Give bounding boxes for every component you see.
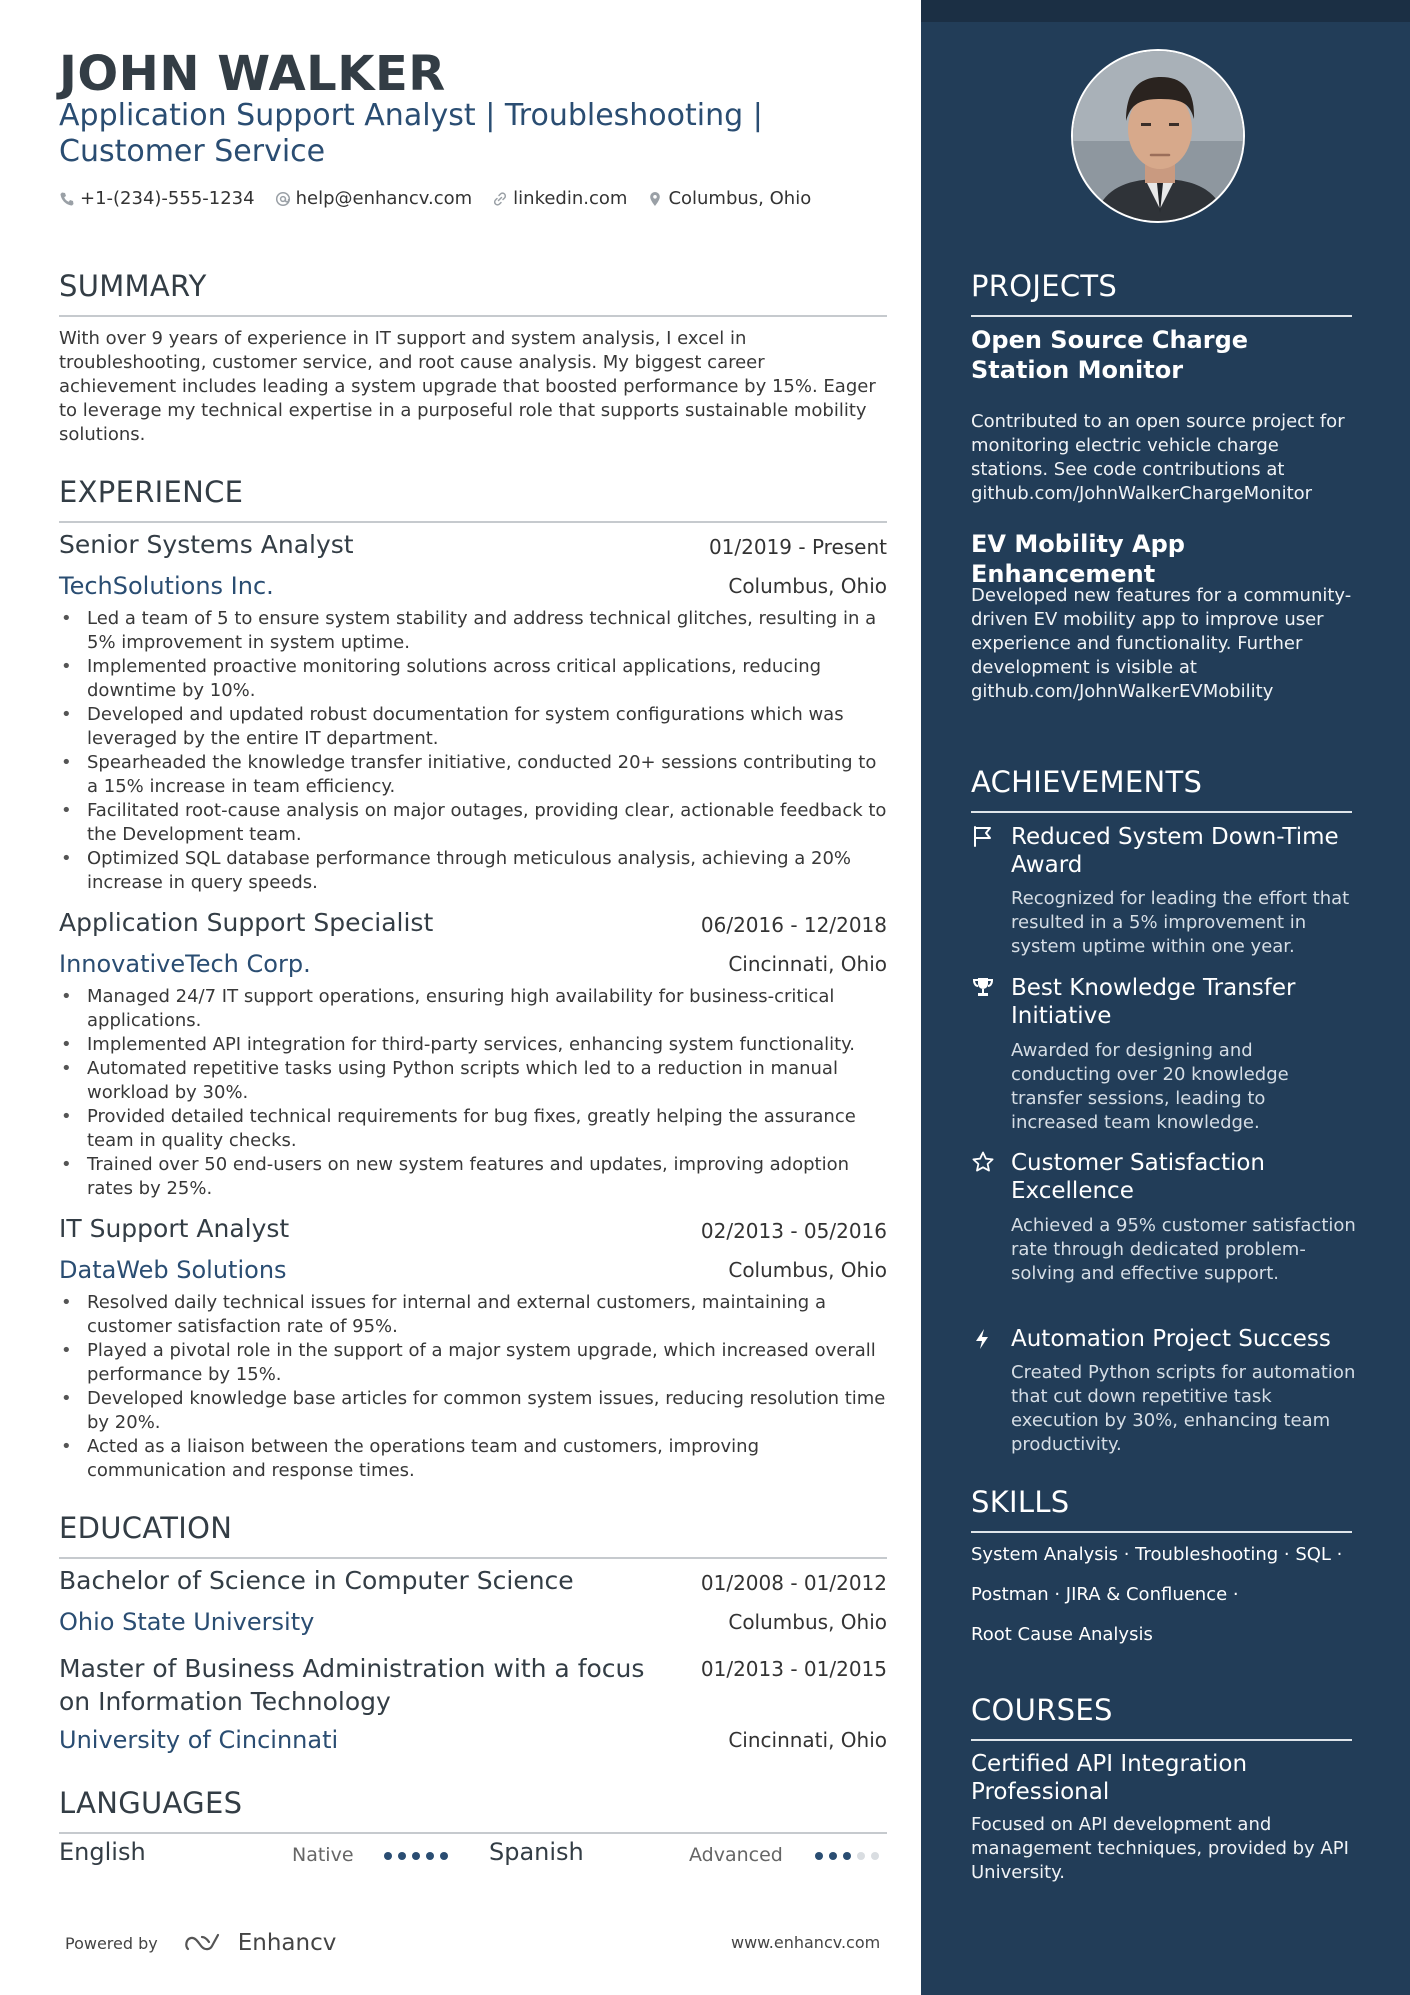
company-name: TechSolutions Inc. — [59, 572, 274, 600]
experience-heading: EXPERIENCE — [59, 475, 244, 509]
star-icon — [971, 1150, 995, 1174]
achievement-description: Created Python scripts for automation that cut down repetitive task execution by 30%, enhancing team productivity. — [1011, 1362, 1356, 1455]
location-pin-icon — [647, 191, 663, 207]
powered-by-label: Powered by — [65, 1933, 158, 1953]
contact-linkedin[interactable] — [492, 188, 627, 209]
brand-name: Enhancv — [237, 1930, 337, 1956]
section-divider — [971, 315, 1352, 317]
job-location: Cincinnati, Ohio — [728, 952, 887, 976]
achievement-title: Customer Satisfaction Excellence — [1011, 1150, 1266, 1204]
headline-line: Application Support Analyst | Troubleshooting | — [59, 98, 763, 133]
list-item: • Implemented proactive monitoring solutions across critical applications, reducing downtime by 10%. — [59, 655, 887, 703]
section-divider — [971, 1739, 1352, 1741]
footer-branding — [65, 1930, 336, 1956]
project-title: EV Mobility App Enhancement — [971, 530, 1185, 588]
list-item: • Played a pivotal role in the support of a major system upgrade, which increased overall performance by 15%. — [59, 1339, 887, 1387]
language-level: Native — [292, 1844, 354, 1866]
company-name: InnovativeTech Corp. — [59, 950, 311, 978]
school-name: University of Cincinnati — [59, 1726, 339, 1754]
link-icon — [492, 191, 508, 207]
project-description: Contributed to an open source project for monitoring electric vehicle charge stations. See code contributions at github.com/JohnWalkerChargeMonitor — [971, 411, 1345, 504]
list-item: • Led a team of 5 to ensure system stability and address technical glitches, resulting in a 5% improvement in system uptime. — [59, 607, 887, 655]
proficiency-dot-filled — [815, 1852, 823, 1860]
avatar-portrait-icon — [1073, 51, 1245, 223]
list-item: • Provided detailed technical requirements for bug fixes, greatly helping the assurance team in quality checks. — [59, 1105, 887, 1153]
enhancv-logo[interactable] — [184, 1930, 337, 1956]
school-location: Columbus, Ohio — [728, 1610, 887, 1634]
contact-location — [647, 188, 811, 209]
section-divider — [59, 1832, 887, 1834]
list-item: • Facilitated root-cause analysis on major outages, providing clear, actionable feedback to the Development team. — [59, 799, 887, 847]
degree-line: on Information Technology — [59, 1687, 391, 1716]
headline — [59, 98, 779, 170]
language-rating — [815, 1852, 879, 1860]
list-item: • Automated repetitive tasks using Python scripts which led to a reduction in manual workload by 30%. — [59, 1057, 887, 1105]
sidebar-top-band — [921, 0, 1410, 22]
skills-line: Root Cause Analysis — [971, 1624, 1153, 1645]
proficiency-dot-filled — [829, 1852, 837, 1860]
sidebar — [921, 0, 1410, 1995]
achievement-title: Best Knowledge Transfer Initiative — [1011, 975, 1296, 1029]
list-item: • Spearheaded the knowledge transfer initiative, conducted 20+ sessions contributing to a 15% increase in team efficiency. — [59, 751, 887, 799]
school-name: Ohio State University — [59, 1608, 315, 1636]
job-bullets — [59, 985, 887, 1201]
enhancv-logo-icon — [184, 1931, 230, 1955]
courses-heading: COURSES — [971, 1693, 1113, 1727]
job-title: Senior Systems Analyst — [59, 530, 354, 559]
profile-photo — [1071, 49, 1245, 223]
job-bullets — [59, 1291, 887, 1483]
job-bullets — [59, 607, 887, 895]
proficiency-dot-filled — [398, 1852, 406, 1860]
email-text: help@enhancv.com — [295, 188, 473, 209]
job-location: Columbus, Ohio — [728, 1258, 887, 1282]
education-heading: EDUCATION — [59, 1511, 233, 1545]
achievement-title: Reduced System Down-Time Award — [1011, 824, 1339, 878]
phone-text: +1-(234)-555-1234 — [80, 188, 255, 209]
degree-title — [59, 1652, 644, 1718]
proficiency-dot-filled — [843, 1852, 851, 1860]
school-location: Cincinnati, Ohio — [728, 1728, 887, 1752]
bolt-icon — [971, 1327, 995, 1351]
list-item: • Implemented API integration for third-party services, enhancing system functionality. — [59, 1033, 887, 1057]
proficiency-dot-filled — [412, 1852, 420, 1860]
list-item: • Resolved daily technical issues for internal and external customers, maintaining a customer satisfaction rate of 95%. — [59, 1291, 887, 1339]
education-dates: 01/2008 - 01/2012 — [700, 1571, 887, 1595]
at-icon — [275, 191, 291, 207]
summary-heading: SUMMARY — [59, 269, 207, 303]
trophy-icon — [971, 975, 995, 999]
achievement-description: Awarded for designing and conducting over 20 knowledge transfer sessions, leading to increased team knowledge. — [1011, 1040, 1289, 1133]
section-divider — [59, 315, 887, 317]
skills-line: Postman · JIRA & Confluence · — [971, 1584, 1239, 1605]
language-name: English — [59, 1838, 146, 1866]
list-item: • Trained over 50 end-users on new system features and updates, improving adoption rates by 25%. — [59, 1153, 887, 1201]
contact-phone[interactable] — [59, 188, 255, 209]
proficiency-dot-empty — [857, 1852, 865, 1860]
course-description: Focused on API development and management techniques, provided by API University. — [971, 1814, 1349, 1883]
headline-line: Customer Service — [59, 134, 326, 169]
job-dates: 02/2013 - 05/2016 — [700, 1219, 887, 1243]
section-divider — [971, 1531, 1352, 1533]
languages-heading: LANGUAGES — [59, 1786, 243, 1820]
contact-bar — [59, 188, 811, 209]
list-item: • Optimized SQL database performance through meticulous analysis, achieving a 20% increase in query speeds. — [59, 847, 887, 895]
list-item: • Developed and updated robust documentation for system configurations which was leveraged by the entire IT department. — [59, 703, 887, 751]
language-rating — [384, 1852, 448, 1860]
skills-list — [971, 1535, 1352, 1655]
footer-url[interactable]: www.enhancv.com — [731, 1933, 881, 1952]
company-name: DataWeb Solutions — [59, 1256, 287, 1284]
course-title: Certified API Integration Professional — [971, 1751, 1248, 1805]
list-item: • Managed 24/7 IT support operations, ensuring high availability for business-critical applications. — [59, 985, 887, 1033]
achievement-description: Recognized for leading the effort that resulted in a 5% improvement in system uptime within one year. — [1011, 888, 1350, 957]
achievements-heading: ACHIEVEMENTS — [971, 765, 1203, 799]
language-level: Advanced — [689, 1844, 783, 1866]
section-divider — [971, 811, 1352, 813]
proficiency-dot-filled — [426, 1852, 434, 1860]
candidate-name: JOHN WALKER — [59, 46, 446, 102]
list-item: • Acted as a liaison between the operations team and customers, improving communication and response times. — [59, 1435, 887, 1483]
languages-row — [59, 1838, 887, 1872]
phone-icon — [59, 191, 75, 207]
contact-email[interactable] — [275, 188, 473, 209]
education-dates: 01/2013 - 01/2015 — [700, 1657, 887, 1681]
language-name: Spanish — [489, 1838, 584, 1866]
proficiency-dot-filled — [440, 1852, 448, 1860]
skills-line: System Analysis · Troubleshooting · SQL · — [971, 1544, 1343, 1565]
job-dates: 06/2016 - 12/2018 — [700, 913, 887, 937]
summary-text: With over 9 years of experience in IT support and system analysis, I excel in troubleshooting, customer service, and root cause analysis. My biggest career achievement includes leading a system upgrade that boosted performance by 15%. Eager to leverage my technical expertise in a purposeful role that supports sustainable mobility solutions. — [59, 328, 876, 445]
projects-heading: PROJECTS — [971, 269, 1118, 303]
job-dates: 01/2019 - Present — [708, 535, 887, 559]
degree-title: Bachelor of Science in Computer Science — [59, 1566, 574, 1595]
degree-line: Master of Business Administration with a focus — [59, 1654, 645, 1683]
job-title: Application Support Specialist — [59, 908, 434, 937]
linkedin-text: linkedin.com — [513, 188, 628, 209]
skills-heading: SKILLS — [971, 1485, 1070, 1519]
job-title: IT Support Analyst — [59, 1214, 290, 1243]
list-item: • Developed knowledge base articles for common system issues, reducing resolution time by 20%. — [59, 1387, 887, 1435]
proficiency-dot-empty — [871, 1852, 879, 1860]
section-divider — [59, 521, 887, 523]
proficiency-dot-filled — [384, 1852, 392, 1860]
project-title: Open Source Charge Station Monitor — [971, 326, 1249, 384]
flag-icon — [971, 824, 995, 848]
job-location: Columbus, Ohio — [728, 574, 887, 598]
achievement-description: Achieved a 95% customer satisfaction rate through dedicated problem-solving and effective support. — [1011, 1215, 1356, 1284]
project-description: Developed new features for a community-driven EV mobility app to improve user experience and functionality. Further development is visible at github.com/JohnWalkerEVMobility — [971, 585, 1352, 702]
section-divider — [59, 1557, 887, 1559]
achievement-title: Automation Project Success — [1011, 1326, 1331, 1352]
location-text: Columbus, Ohio — [668, 188, 812, 209]
